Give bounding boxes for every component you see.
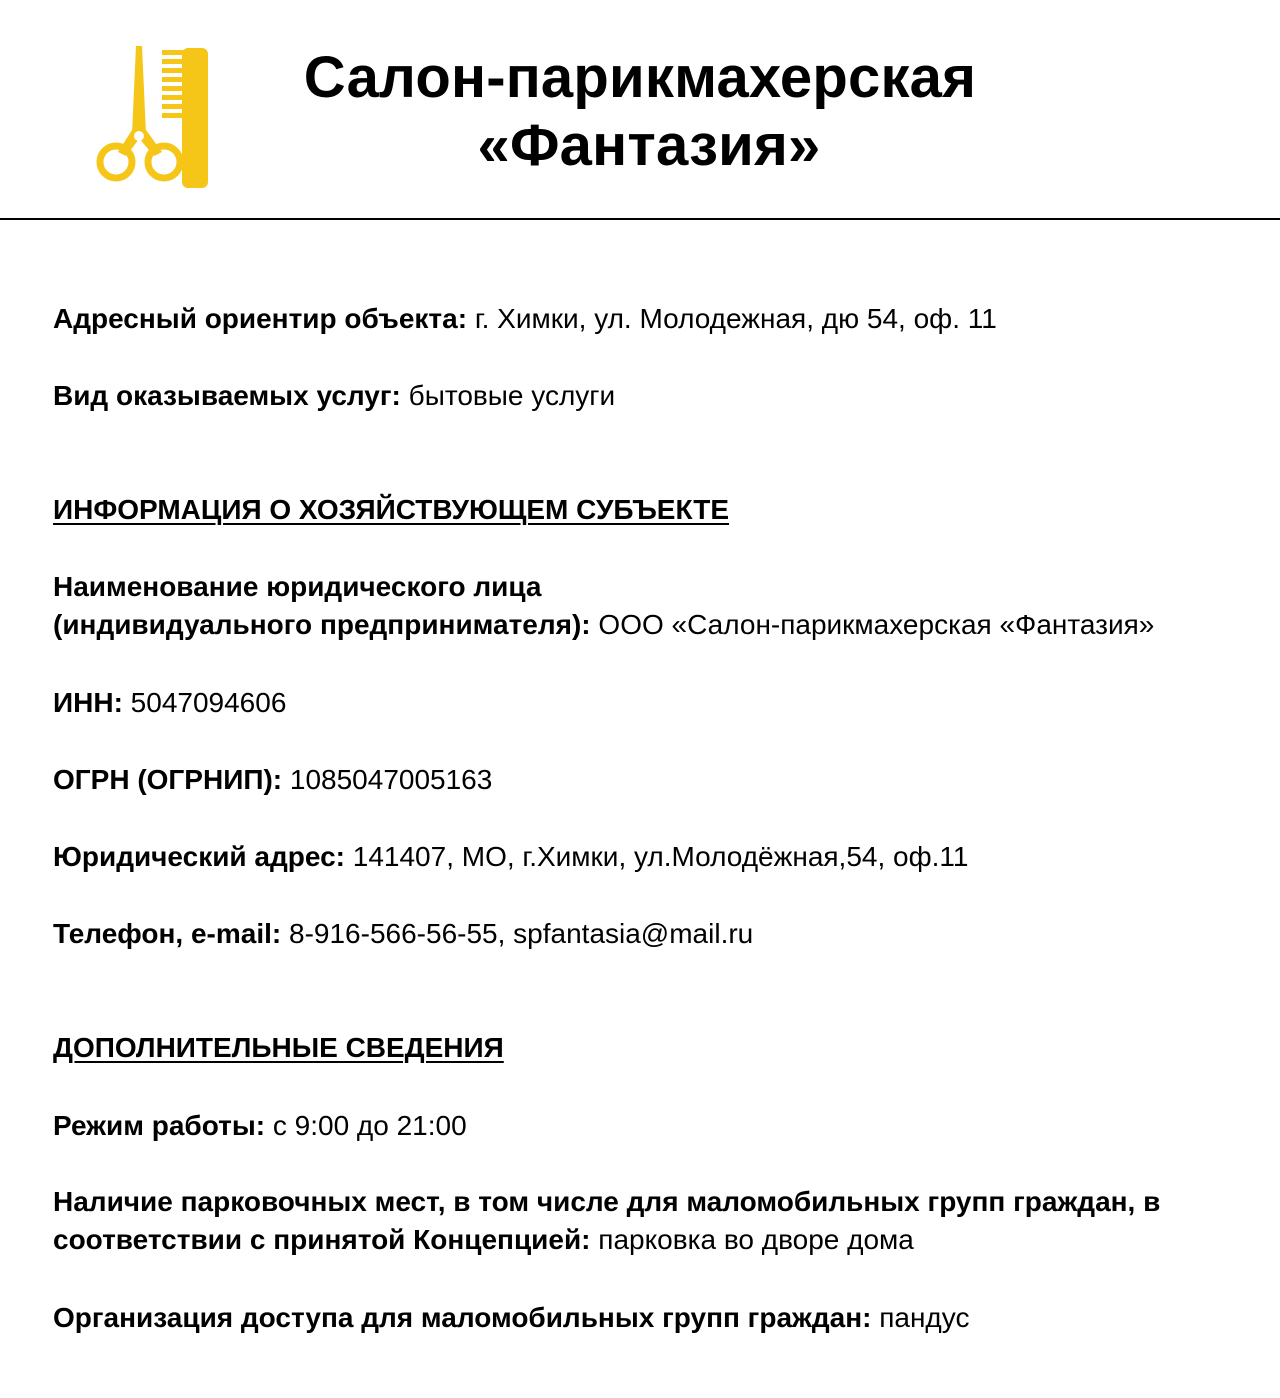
page-header — [0, 0, 1280, 220]
hours-field — [53, 1107, 467, 1145]
parking-field — [53, 1183, 1160, 1259]
inn-field — [53, 684, 286, 722]
hours-value: с 9:00 до 21:00 — [272, 1110, 467, 1141]
address-value: г. Химки, ул. Молодежная, дю 54, оф. 11 — [474, 303, 997, 334]
services-value: бытовые услуги — [408, 380, 616, 411]
hours-label: Режим работы: — [53, 1110, 266, 1141]
parking-label-line-1: Наличие парковочных мест, в том числе для маломобильных групп граждан, в — [53, 1186, 1161, 1217]
additional-section-heading: ДОПОЛНИТЕЛЬНЫЕ СВЕДЕНИЯ — [53, 1032, 504, 1063]
page-title — [300, 44, 980, 180]
inn-value: 5047094606 — [130, 687, 287, 718]
comb-and-scissors-icon — [92, 44, 214, 190]
services-field — [53, 377, 615, 415]
address-field — [53, 300, 997, 338]
title-line-2: «Фантазия» — [477, 113, 821, 178]
ogrn-label: ОГРН (ОГРНИП): — [53, 764, 283, 795]
entity-name-field — [53, 568, 1154, 644]
services-label: Вид оказываемых услуг: — [53, 380, 401, 411]
contacts-field — [53, 915, 753, 953]
access-value: пандус — [879, 1302, 970, 1333]
access-label: Организация доступа для маломобильных групп граждан: — [53, 1302, 872, 1333]
contacts-value: 8-916-566-56-55, spfantasia@mail.ru — [289, 918, 754, 949]
entity-section-heading: ИНФОРМАЦИЯ О ХОЗЯЙСТВУЮЩЕМ СУБЪЕКТЕ — [53, 494, 730, 525]
legal-address-value: 141407, МО, г.Химки, ул.Молодёжная,54, оф.11 — [352, 841, 969, 872]
entity-name-label-line-1: Наименование юридического лица — [53, 571, 542, 602]
ogrn-field — [53, 761, 492, 799]
parking-label-line-2: соответствии с принятой Концепцией: — [53, 1224, 591, 1255]
contacts-label: Телефон, e-mail: — [53, 918, 282, 949]
legal-address-field — [53, 838, 969, 876]
title-line-1: Салон-парикмахерская — [303, 45, 977, 110]
entity-name-value: ООО «Салон-парикмахерская «Фантазия» — [598, 609, 1155, 640]
ogrn-value: 1085047005163 — [289, 764, 493, 795]
access-field — [53, 1299, 969, 1337]
parking-value: парковка во дворе дома — [598, 1224, 914, 1255]
address-label: Адресный ориентир объекта: — [53, 303, 468, 334]
legal-address-label: Юридический адрес: — [53, 841, 345, 872]
entity-name-label-line-2: (индивидуального предпринимателя): — [53, 609, 591, 640]
inn-label: ИНН: — [53, 687, 123, 718]
